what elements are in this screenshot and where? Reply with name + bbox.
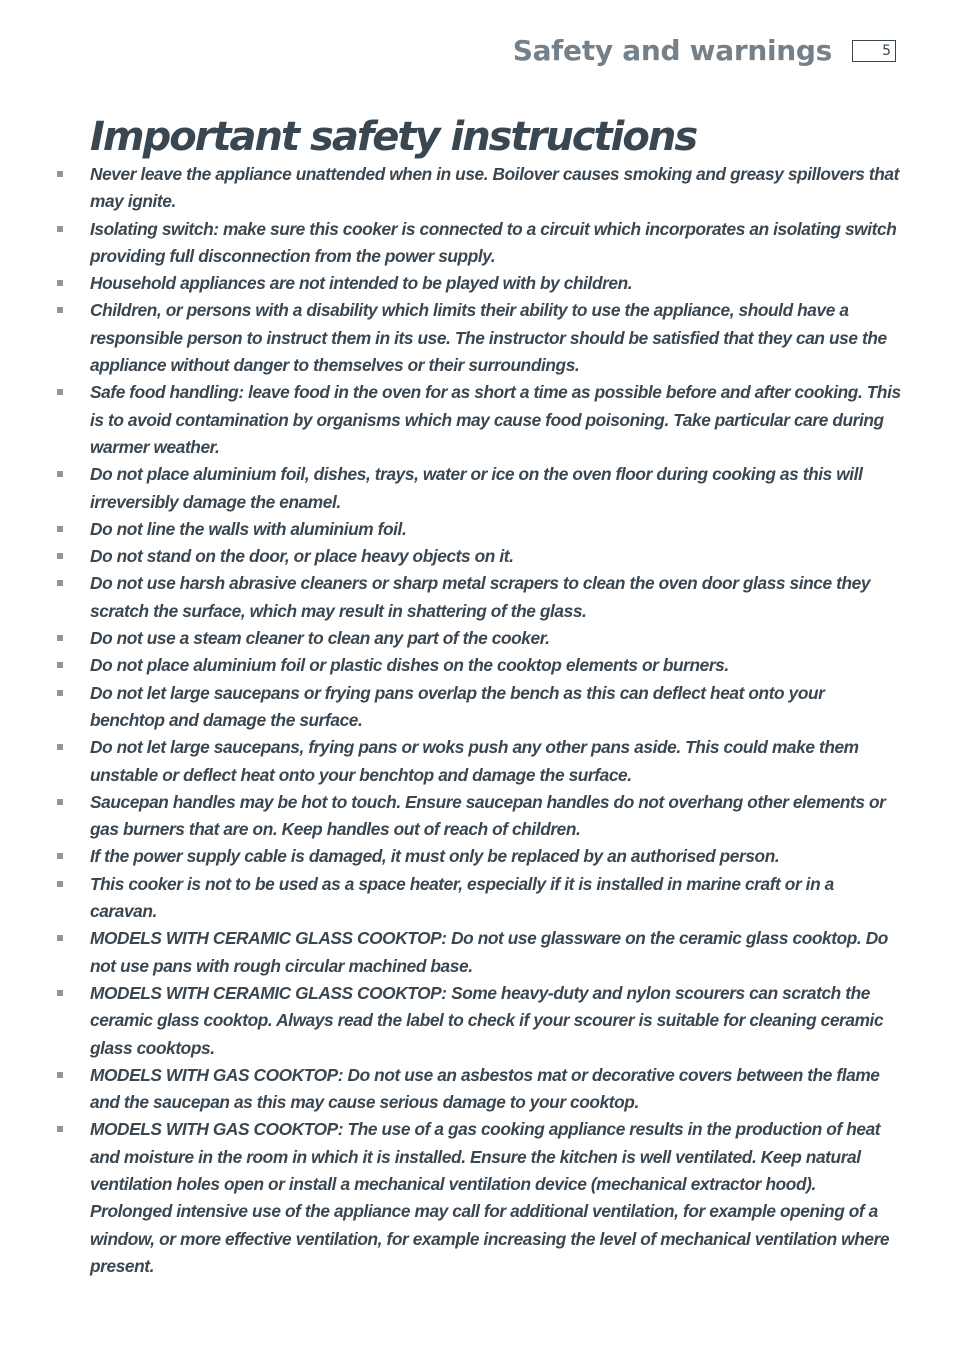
bullet-icon — [57, 990, 63, 996]
bullet-icon — [57, 226, 63, 232]
list-item — [0, 789, 902, 844]
list-item — [0, 379, 902, 461]
bullet-icon — [57, 853, 63, 859]
list-item-text: MODELS WITH CERAMIC GLASS COOKTOP: Some heavy-duty and nylon scourers can scratch the ceramic glass cooktop. Always read the label to check if your scourer is suitable for cleaning ceramic glass cooktops. — [90, 982, 884, 1058]
list-item-text: Do not use a steam cleaner to clean any part of the cooker. — [90, 628, 550, 649]
list-item-text: MODELS WITH GAS COOKTOP: Do not use an asbestos mat or decorative covers between the flame and the saucepan as this may cause serious damage to your cooktop. — [90, 1064, 880, 1113]
bullet-icon — [57, 881, 63, 887]
list-item — [0, 680, 902, 735]
bullet-icon — [57, 635, 63, 641]
page-title: Important safety instructions — [90, 114, 697, 160]
list-item — [0, 625, 902, 652]
list-item — [0, 843, 902, 870]
bullet-icon — [57, 935, 63, 941]
list-item — [0, 871, 902, 926]
bullet-icon — [57, 662, 63, 668]
list-item — [0, 652, 902, 679]
list-item — [0, 461, 902, 516]
list-item-text: Do not let large saucepans, frying pans or woks push any other pans aside. This could make them unstable or deflect heat onto your benchtop and damage the surface. — [90, 737, 859, 785]
bullet-icon — [57, 1126, 63, 1132]
bullet-icon — [57, 389, 63, 395]
list-item — [0, 980, 902, 1062]
ventilation-note: Prolonged intensive use of the appliance may call for additional ventilation, for example opening of a window, or more effective ventilation, for example increasing the level of mechanical ventilation where present. — [90, 1201, 890, 1276]
bullet-icon — [57, 526, 63, 532]
bullet-icon — [57, 580, 63, 586]
page-number: 5 — [852, 40, 896, 62]
list-item — [0, 516, 902, 543]
list-item-text: Do not use harsh abrasive cleaners or sharp metal scrapers to clean the oven door glass since they scratch the surface, which may result in shattering of the glass. — [90, 573, 871, 621]
bullet-icon — [57, 690, 63, 696]
safety-instructions-list — [0, 161, 954, 1280]
bullet-icon — [57, 471, 63, 477]
list-item-text: Household appliances are not intended to be played with by children. — [90, 273, 633, 294]
list-item — [0, 543, 902, 570]
list-item-text: Do not line the walls with aluminium foil. — [90, 518, 407, 539]
list-item-text: Do not place aluminium foil or plastic dishes on the cooktop elements or burners. — [90, 655, 729, 676]
bullet-icon — [57, 307, 63, 313]
list-item — [0, 270, 902, 297]
bullet-icon — [57, 1072, 63, 1078]
bullet-icon — [57, 799, 63, 805]
list-item — [0, 570, 902, 625]
bullet-icon — [57, 744, 63, 750]
list-item-text: Children, or persons with a disability which limits their ability to use the appliance, should have a responsible person to instruct them in its use. The instructor should be satisfied that they can use the appliance without danger to themselves or their surroundings. — [90, 300, 887, 376]
list-item-text: If the power supply cable is damaged, it must only be replaced by an authorised person. — [90, 846, 780, 867]
list-item — [0, 1062, 902, 1117]
list-item-text: This cooker is not to be used as a space heater, especially if it is installed in marine craft or in a caravan. — [90, 873, 834, 922]
list-item-text: MODELS WITH CERAMIC GLASS COOKTOP: Do not use glassware on the ceramic glass cooktop. Do not use pans with rough circular machined base. — [90, 928, 888, 976]
list-item — [0, 1116, 902, 1198]
list-item-text: Do not place aluminium foil, dishes, trays, water or ice on the oven floor during cooking as this will irreversibly damage the enamel. — [90, 464, 863, 512]
bullet-icon — [57, 280, 63, 286]
list-item — [0, 297, 902, 379]
list-item-text: Safe food handling: leave food in the oven for as short a time as possible before and after cooking. This is to avoid contamination by organisms which may cause food poisoning. Take particular care during warmer weather. — [90, 382, 901, 457]
bullet-icon — [57, 171, 63, 177]
list-item-text: Do not stand on the door, or place heavy objects on it. — [90, 546, 514, 567]
list-item-text: Do not let large saucepans or frying pans overlap the bench as this can deflect heat onto your benchtop and damage the surface. — [90, 682, 825, 730]
section-title: Safety and warnings — [512, 34, 832, 67]
list-item-text: Saucepan handles may be hot to touch. Ensure saucepan handles do not overhang other elements or gas burners that are on. Keep handles out of reach of children. — [90, 791, 886, 840]
list-item — [0, 216, 902, 271]
list-item-text: MODELS WITH GAS COOKTOP: The use of a gas cooking appliance results in the production of heat and moisture in the room in which it is installed. Ensure the kitchen is well ventilated. Keep natural ventilation holes open or install a mechanical ventilation device (mechanical extractor hood). — [90, 1119, 881, 1194]
list-item — [0, 161, 902, 216]
page-header — [513, 34, 896, 67]
list-item — [0, 734, 902, 789]
bullet-icon — [57, 553, 63, 559]
list-item-text: Never leave the appliance unattended when in use. Boilover causes smoking and greasy spillovers that may ignite. — [90, 164, 899, 212]
list-item — [0, 925, 902, 980]
list-item-text: Isolating switch: make sure this cooker is connected to a circuit which incorporates an isolating switch providing full disconnection from the power supply. — [90, 218, 897, 266]
